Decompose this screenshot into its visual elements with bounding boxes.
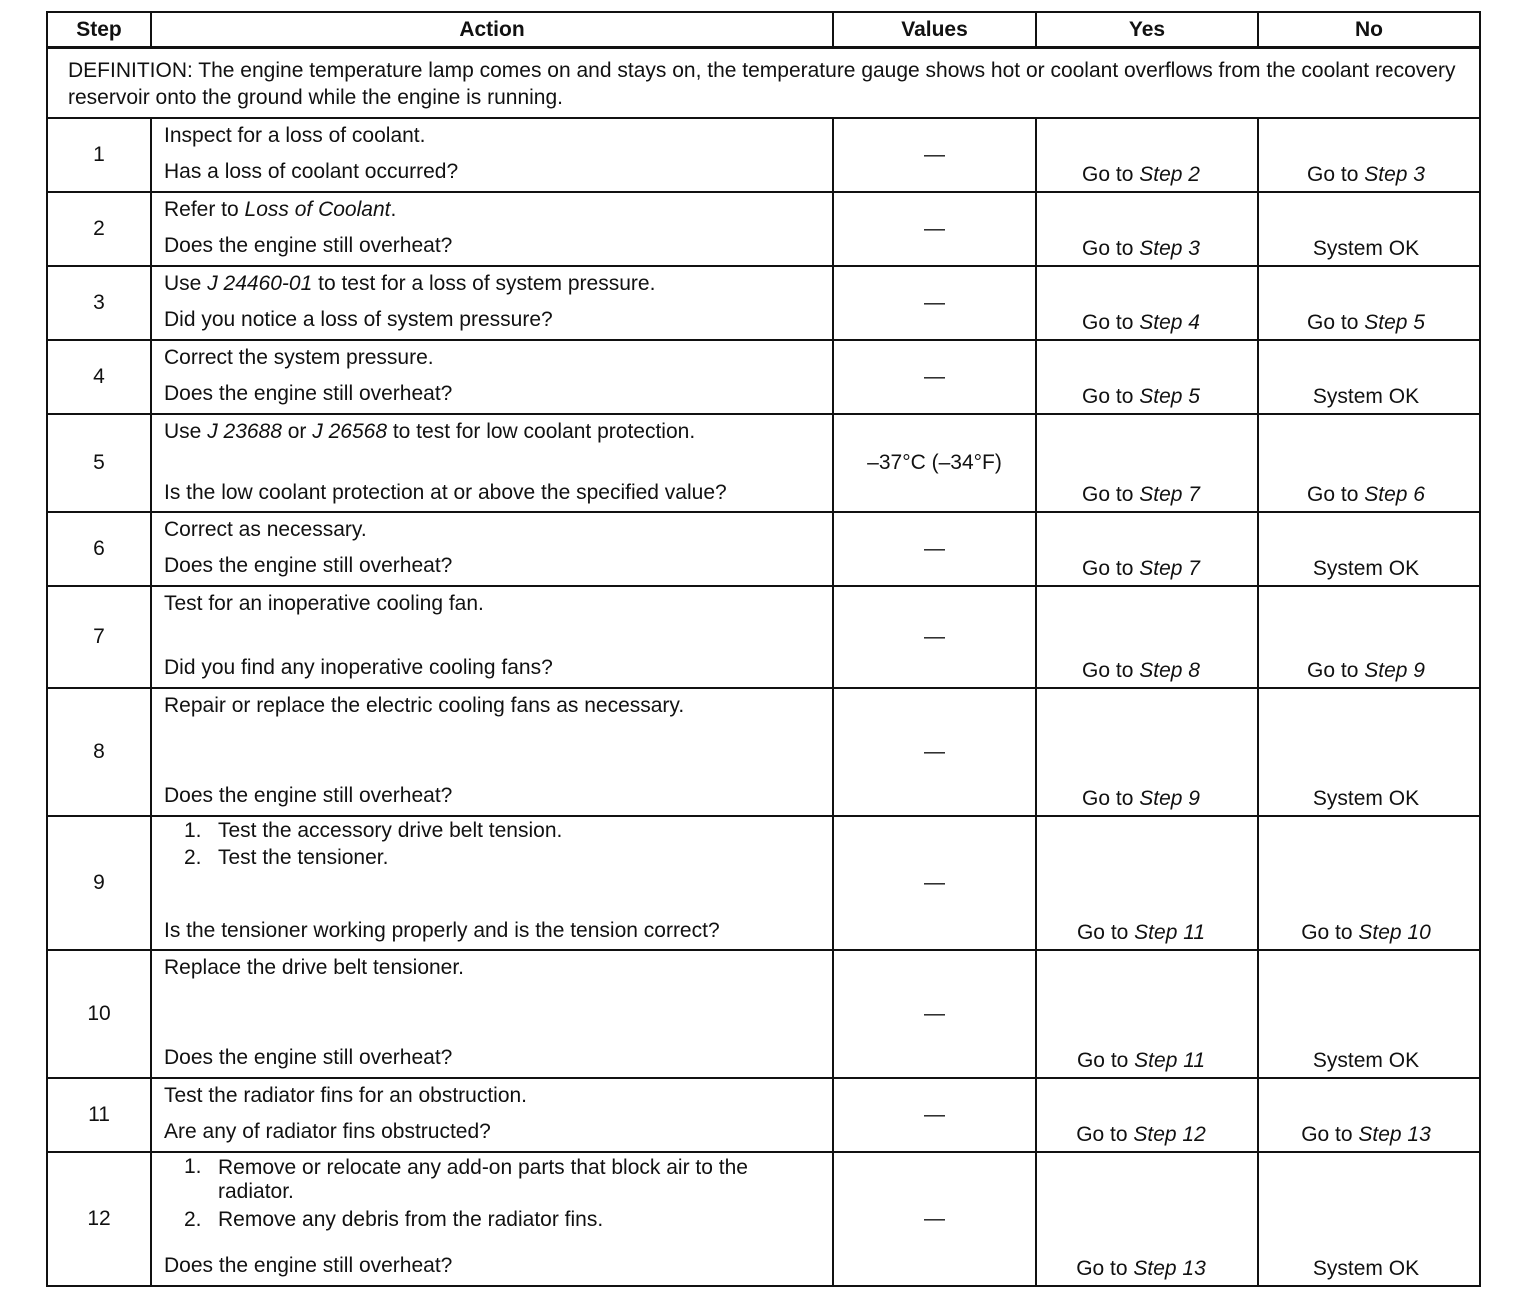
action-text-part: Use (164, 271, 208, 295)
action-cell (151, 192, 833, 266)
reference-tool: Loss of Coolant (244, 197, 391, 221)
action-text (164, 341, 822, 371)
no-cell (1258, 414, 1480, 512)
step-reference-link[interactable]: Step 3 (1364, 162, 1425, 186)
dash: — (924, 870, 945, 894)
step-reference-link[interactable]: Step 11 (1134, 1048, 1206, 1072)
action-cell (151, 512, 833, 586)
dash: — (924, 364, 945, 388)
yes-cell (1036, 1152, 1258, 1286)
step-number: 10 (47, 950, 151, 1078)
action-cell (151, 950, 833, 1078)
yes-cell (1036, 1078, 1258, 1152)
step-reference-link[interactable]: Step 9 (1139, 786, 1200, 810)
step-reference-link[interactable]: Step 7 (1139, 556, 1200, 580)
action-instructions (164, 587, 822, 617)
values-cell (833, 266, 1036, 340)
no-cell (1258, 688, 1480, 816)
table-row (47, 1152, 1480, 1286)
action-text-part: Refer to (164, 197, 245, 221)
go-to-text: Go to (1082, 482, 1140, 506)
go-to-text: Go to (1307, 658, 1365, 682)
list-text: Remove any debris from the radiator fins. (218, 1207, 604, 1231)
action-text (164, 415, 822, 445)
action-text (164, 689, 822, 719)
step-number: 5 (47, 414, 151, 512)
action-cell (151, 266, 833, 340)
go-to-text: Go to (1082, 310, 1140, 334)
go-to-text: Go to (1076, 1256, 1134, 1280)
step-reference-link[interactable]: Step 3 (1139, 236, 1200, 260)
step-number: 6 (47, 512, 151, 586)
go-to-text: Go to (1082, 384, 1140, 408)
go-to-text: Go to (1076, 1122, 1134, 1146)
action-question: Does the engine still overheat? (164, 783, 453, 807)
yes-cell (1036, 950, 1258, 1078)
go-to-text: Go to (1076, 920, 1135, 944)
action-instructions (164, 119, 822, 149)
step-reference-link[interactable]: Step 13 (1133, 1256, 1206, 1280)
go-to-text: Go to (1307, 482, 1365, 506)
values-cell (833, 1078, 1036, 1152)
step-reference-link[interactable]: Step 6 (1364, 482, 1425, 506)
dash: — (924, 216, 945, 240)
dash: — (924, 536, 945, 560)
step-number: 8 (47, 688, 151, 816)
action-question: Are any of radiator fins obstructed? (164, 1119, 491, 1143)
go-to-text: Go to (1307, 162, 1365, 186)
action-text (164, 587, 822, 617)
yes-cell (1036, 586, 1258, 688)
action-text-part: . (390, 197, 397, 221)
system-ok-text: System OK (1312, 1048, 1420, 1072)
list-text: Remove or relocate any add-on parts that block air to the radiator. (218, 1155, 748, 1203)
yes-cell (1036, 192, 1258, 266)
action-instructions (164, 341, 822, 371)
table-row (47, 1078, 1480, 1152)
table-row (47, 816, 1480, 950)
action-text-part: Replace the drive belt tensioner. (164, 955, 465, 979)
reference-tool: J 26568 (312, 419, 387, 443)
values-cell (833, 688, 1036, 816)
reference-tool: J 24460-01 (207, 271, 313, 295)
action-cell (151, 688, 833, 816)
action-cell (151, 1078, 833, 1152)
step-number: 11 (47, 1078, 151, 1152)
yes-cell (1036, 688, 1258, 816)
system-ok-text: System OK (1312, 556, 1420, 580)
go-to-text: Go to (1082, 658, 1140, 682)
dash: — (924, 1206, 945, 1230)
list-number: 1. (184, 1154, 202, 1178)
table-row (47, 414, 1480, 512)
action-instructions (164, 1153, 822, 1233)
system-ok-text: System OK (1312, 384, 1420, 408)
step-reference-link[interactable]: Step 13 (1358, 1122, 1431, 1146)
action-text-part: Test the radiator fins for an obstruction. (164, 1083, 528, 1107)
no-cell (1258, 266, 1480, 340)
step-reference-link[interactable]: Step 12 (1133, 1122, 1206, 1146)
go-to-text: Go to (1076, 1048, 1135, 1072)
list-item (164, 844, 822, 871)
definition-text: DEFINITION: The engine temperature lamp comes on and stays on, the temperature gauge shows hot or coolant overflows from the coolant recovery reservoir onto the ground while the engine is running. (47, 48, 1480, 118)
action-text-part: Correct the system pressure. (164, 345, 434, 369)
definition-row (47, 48, 1480, 118)
dash: — (924, 739, 945, 763)
action-text-part: to test for a loss of system pressure. (312, 271, 656, 295)
header-step: Step (47, 12, 151, 48)
diagnostic-table (46, 11, 1481, 1287)
action-question: Is the low coolant protection at or above the specified value? (164, 480, 727, 504)
no-cell (1258, 192, 1480, 266)
action-question: Does the engine still overheat? (164, 233, 453, 257)
table-row (47, 118, 1480, 192)
step-reference-link[interactable]: Step 11 (1134, 920, 1206, 944)
no-cell (1258, 950, 1480, 1078)
table-row (47, 340, 1480, 414)
action-instructions (164, 513, 822, 543)
go-to-text: Go to (1307, 310, 1365, 334)
action-cell (151, 118, 833, 192)
system-ok-text: System OK (1312, 236, 1420, 260)
action-text-part: Test for an inoperative cooling fan. (164, 591, 484, 615)
table-row (47, 192, 1480, 266)
step-reference-link[interactable]: Step 5 (1364, 310, 1425, 334)
action-text-part: Inspect for a loss of coolant. (164, 123, 426, 147)
reference-tool: J 23688 (207, 419, 282, 443)
action-text-part: to test for low coolant protection. (387, 419, 696, 443)
action-question: Has a loss of coolant occurred? (164, 159, 459, 183)
step-reference-link[interactable]: Step 8 (1139, 658, 1200, 682)
go-to-text: Go to (1082, 556, 1140, 580)
action-text (164, 1079, 822, 1109)
dash: — (924, 624, 945, 648)
values-cell (833, 118, 1036, 192)
step-number: 1 (47, 118, 151, 192)
values-cell (833, 340, 1036, 414)
action-cell (151, 340, 833, 414)
no-cell (1258, 1078, 1480, 1152)
action-text (164, 267, 822, 297)
yes-cell (1036, 340, 1258, 414)
values-cell (833, 950, 1036, 1078)
list-item (164, 1206, 822, 1233)
no-cell (1258, 340, 1480, 414)
header-no: No (1258, 12, 1480, 48)
go-to-text: Go to (1082, 162, 1140, 186)
yes-cell (1036, 118, 1258, 192)
step-number: 7 (47, 586, 151, 688)
step-number: 12 (47, 1152, 151, 1286)
table-row (47, 688, 1480, 816)
action-text (164, 193, 822, 223)
action-instructions (164, 1079, 822, 1109)
action-question: Did you notice a loss of system pressure? (164, 307, 553, 331)
header-yes: Yes (1036, 12, 1258, 48)
dash: — (924, 1001, 945, 1025)
yes-cell (1036, 512, 1258, 586)
values-cell (833, 586, 1036, 688)
action-instructions (164, 193, 822, 223)
action-cell (151, 586, 833, 688)
action-text-part: Correct as necessary. (164, 517, 367, 541)
dash: — (924, 142, 945, 166)
step-reference-link[interactable]: Step 7 (1139, 482, 1200, 506)
action-text-part: or (281, 419, 313, 443)
list-item (164, 817, 822, 844)
action-text (164, 119, 822, 149)
action-text (164, 513, 822, 543)
yes-cell (1036, 266, 1258, 340)
action-text-part: Repair or replace the electric cooling fans as necessary. (164, 693, 685, 717)
action-question: Does the engine still overheat? (164, 1253, 453, 1277)
no-cell (1258, 586, 1480, 688)
action-cell (151, 816, 833, 950)
list-number: 2. (184, 1207, 202, 1231)
values-cell (833, 414, 1036, 512)
action-instructions (164, 689, 822, 719)
table-row (47, 512, 1480, 586)
list-number: 2. (184, 845, 202, 869)
list-number: 1. (184, 818, 202, 842)
no-cell (1258, 1152, 1480, 1286)
yes-cell (1036, 816, 1258, 950)
no-cell (1258, 816, 1480, 950)
go-to-text: Go to (1082, 786, 1140, 810)
action-text-part: Use (164, 419, 208, 443)
go-to-text: Go to (1301, 1122, 1359, 1146)
values-cell (833, 192, 1036, 266)
step-number: 3 (47, 266, 151, 340)
action-question: Does the engine still overheat? (164, 1045, 453, 1069)
go-to-text: Go to (1301, 920, 1359, 944)
header-row (47, 12, 1480, 48)
action-text (164, 951, 822, 981)
action-instructions (164, 267, 822, 297)
system-ok-text: System OK (1312, 786, 1420, 810)
yes-cell (1036, 414, 1258, 512)
list-text: Test the tensioner. (218, 845, 389, 869)
action-instructions (164, 951, 822, 981)
action-question: Does the engine still overheat? (164, 553, 453, 577)
step-number: 4 (47, 340, 151, 414)
dash: — (924, 1102, 945, 1126)
list-text: Test the accessory drive belt tension. (218, 818, 563, 842)
values-cell (833, 816, 1036, 950)
action-question: Is the tensioner working properly and is the tension correct? (164, 918, 720, 942)
values-cell (833, 1152, 1036, 1286)
step-reference-link[interactable]: Step 5 (1139, 384, 1200, 408)
table-row (47, 266, 1480, 340)
action-cell (151, 1152, 833, 1286)
step-reference-link[interactable]: Step 9 (1364, 658, 1425, 682)
step-reference-link[interactable]: Step 10 (1358, 920, 1431, 944)
step-reference-link[interactable]: Step 4 (1139, 310, 1200, 334)
values-cell (833, 512, 1036, 586)
step-reference-link[interactable]: Step 2 (1139, 162, 1200, 186)
go-to-text: Go to (1082, 236, 1140, 260)
step-number: 9 (47, 816, 151, 950)
table-row (47, 950, 1480, 1078)
action-cell (151, 414, 833, 512)
action-question: Did you find any inoperative cooling fans? (164, 655, 553, 679)
list-item (164, 1153, 822, 1206)
action-instructions (164, 415, 822, 445)
system-ok-text: System OK (1312, 1256, 1420, 1280)
no-cell (1258, 512, 1480, 586)
action-question: Does the engine still overheat? (164, 381, 453, 405)
step-number: 2 (47, 192, 151, 266)
specified-value: –37°C (–34°F) (867, 450, 1002, 474)
table-row (47, 586, 1480, 688)
header-values: Values (833, 12, 1036, 48)
no-cell (1258, 118, 1480, 192)
dash: — (924, 290, 945, 314)
header-action: Action (151, 12, 833, 48)
action-instructions (164, 817, 822, 871)
